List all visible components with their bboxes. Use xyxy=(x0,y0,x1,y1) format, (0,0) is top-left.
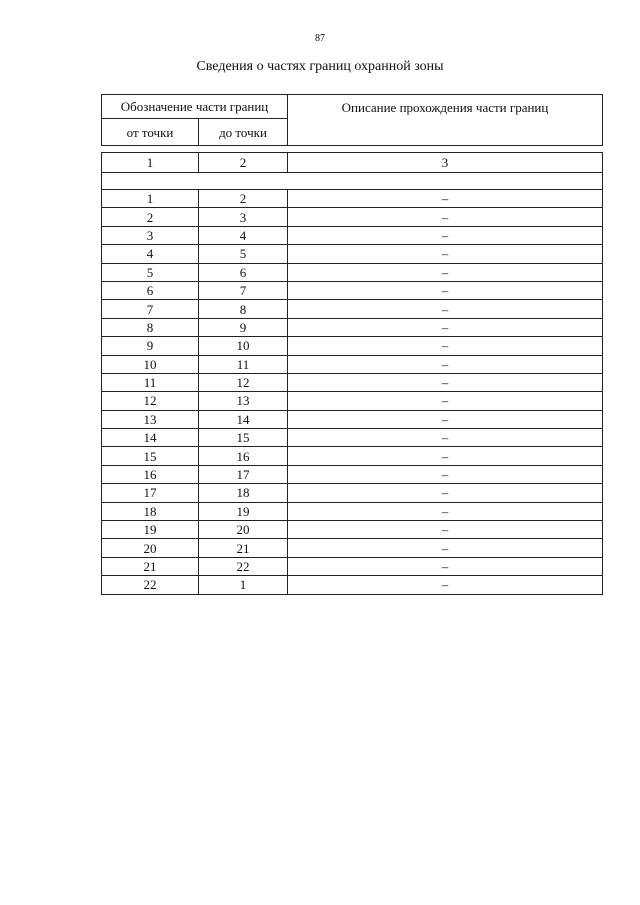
table-row xyxy=(102,281,603,299)
description-cell: – xyxy=(288,465,603,483)
description-cell: – xyxy=(288,373,603,391)
from-point-cell: 11 xyxy=(102,373,199,391)
spacer-cell xyxy=(102,146,603,153)
header-to-point: до точки xyxy=(199,119,288,146)
description-cell: – xyxy=(288,300,603,318)
description-cell: – xyxy=(288,281,603,299)
table-header-row xyxy=(102,95,603,119)
to-point-cell: 6 xyxy=(199,263,288,281)
table-row xyxy=(102,318,603,336)
header-description: Описание прохождения части границ xyxy=(288,95,603,146)
from-point-cell: 15 xyxy=(102,447,199,465)
from-point-cell: 1 xyxy=(102,190,199,208)
table-row xyxy=(102,300,603,318)
to-point-cell: 19 xyxy=(199,502,288,520)
table-row xyxy=(102,429,603,447)
description-cell: – xyxy=(288,190,603,208)
description-cell: – xyxy=(288,245,603,263)
description-cell: – xyxy=(288,355,603,373)
document-title: Сведения о частях границ охранной зоны xyxy=(196,59,444,74)
from-point-cell: 4 xyxy=(102,245,199,263)
from-point-cell: 2 xyxy=(102,208,199,226)
from-point-cell: 8 xyxy=(102,318,199,336)
from-point-cell: 10 xyxy=(102,355,199,373)
section-row xyxy=(102,173,603,190)
table-row xyxy=(102,502,603,520)
description-cell: – xyxy=(288,429,603,447)
to-point-cell: 20 xyxy=(199,521,288,539)
from-point-cell: 20 xyxy=(102,539,199,557)
table-row xyxy=(102,392,603,410)
to-point-cell: 13 xyxy=(199,392,288,410)
header-spacer-row xyxy=(102,146,603,153)
header-boundary-designation: Обозначение части границ xyxy=(102,95,288,119)
table-row xyxy=(102,539,603,557)
from-point-cell: 21 xyxy=(102,557,199,575)
to-point-cell: 8 xyxy=(199,300,288,318)
to-point-cell: 11 xyxy=(199,355,288,373)
to-point-cell: 15 xyxy=(199,429,288,447)
to-point-cell: 7 xyxy=(199,281,288,299)
from-point-cell: 7 xyxy=(102,300,199,318)
from-point-cell: 12 xyxy=(102,392,199,410)
table-row xyxy=(102,226,603,244)
boundary-parts-table xyxy=(101,94,603,595)
column-number-3: 3 xyxy=(288,153,603,173)
to-point-cell: 18 xyxy=(199,484,288,502)
from-point-cell: 14 xyxy=(102,429,199,447)
table-row xyxy=(102,337,603,355)
to-point-cell: 3 xyxy=(199,208,288,226)
description-cell: – xyxy=(288,263,603,281)
description-cell: – xyxy=(288,576,603,594)
column-number-row xyxy=(102,153,603,173)
table-row xyxy=(102,557,603,575)
description-cell: – xyxy=(288,226,603,244)
table-row xyxy=(102,410,603,428)
table-row xyxy=(102,208,603,226)
description-cell: – xyxy=(288,521,603,539)
to-point-cell: 10 xyxy=(199,337,288,355)
description-cell: – xyxy=(288,502,603,520)
description-cell: – xyxy=(288,447,603,465)
header-from-point: от точки xyxy=(102,119,199,146)
description-cell: – xyxy=(288,410,603,428)
to-point-cell: 12 xyxy=(199,373,288,391)
description-cell: – xyxy=(288,557,603,575)
from-point-cell: 18 xyxy=(102,502,199,520)
from-point-cell: 17 xyxy=(102,484,199,502)
from-point-cell: 5 xyxy=(102,263,199,281)
section-label xyxy=(102,173,603,190)
table-row xyxy=(102,447,603,465)
to-point-cell: 22 xyxy=(199,557,288,575)
column-number-2: 2 xyxy=(199,153,288,173)
description-cell: – xyxy=(288,208,603,226)
to-point-cell: 5 xyxy=(199,245,288,263)
from-point-cell: 19 xyxy=(102,521,199,539)
table-row xyxy=(102,355,603,373)
to-point-cell: 21 xyxy=(199,539,288,557)
description-cell: – xyxy=(288,484,603,502)
to-point-cell: 14 xyxy=(199,410,288,428)
table-row xyxy=(102,263,603,281)
page-number: 87 xyxy=(315,33,325,44)
description-cell: – xyxy=(288,539,603,557)
to-point-cell: 2 xyxy=(199,190,288,208)
from-point-cell: 6 xyxy=(102,281,199,299)
table-row xyxy=(102,465,603,483)
to-point-cell: 9 xyxy=(199,318,288,336)
column-number-1: 1 xyxy=(102,153,199,173)
table-row xyxy=(102,484,603,502)
from-point-cell: 16 xyxy=(102,465,199,483)
to-point-cell: 16 xyxy=(199,447,288,465)
to-point-cell: 1 xyxy=(199,576,288,594)
from-point-cell: 9 xyxy=(102,337,199,355)
table-body xyxy=(102,95,603,595)
table-row xyxy=(102,245,603,263)
to-point-cell: 17 xyxy=(199,465,288,483)
table-row xyxy=(102,576,603,594)
table-row xyxy=(102,190,603,208)
description-cell: – xyxy=(288,392,603,410)
from-point-cell: 13 xyxy=(102,410,199,428)
from-point-cell: 22 xyxy=(102,576,199,594)
description-cell: – xyxy=(288,318,603,336)
description-cell: – xyxy=(288,337,603,355)
table-row xyxy=(102,373,603,391)
table-row xyxy=(102,521,603,539)
from-point-cell: 3 xyxy=(102,226,199,244)
to-point-cell: 4 xyxy=(199,226,288,244)
